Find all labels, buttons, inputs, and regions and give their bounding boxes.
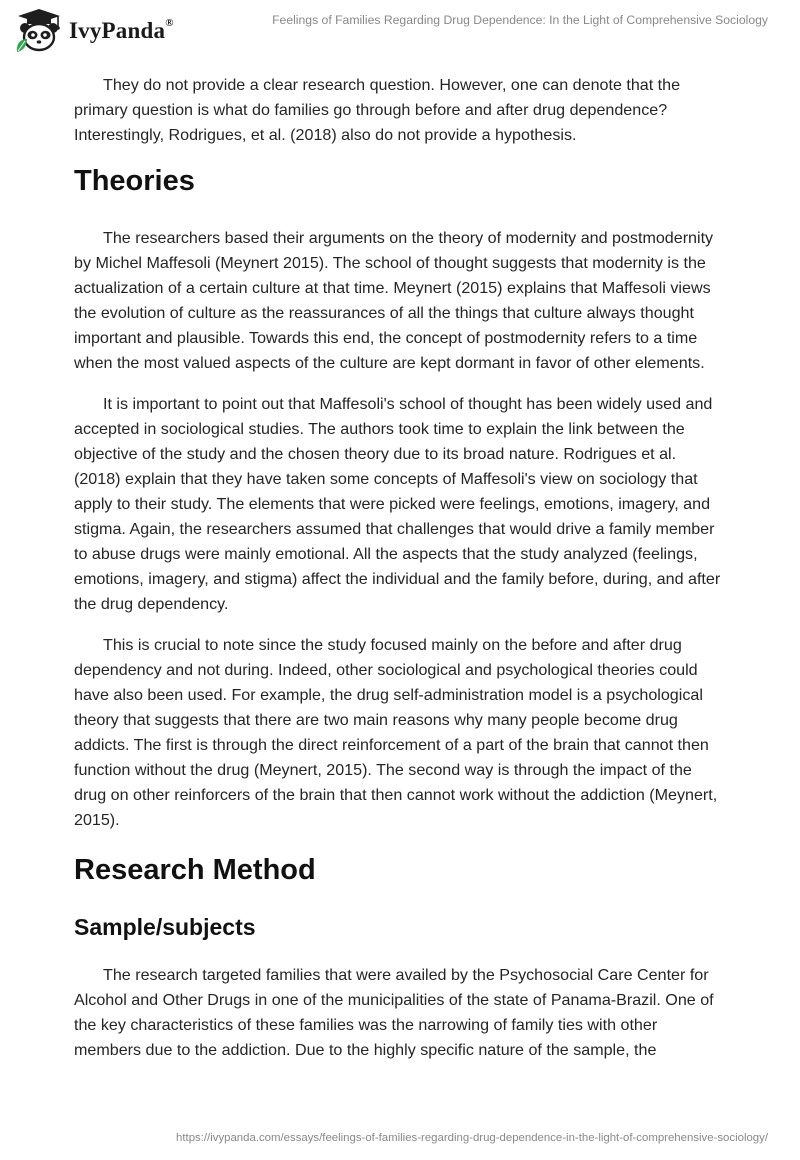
sample-subjects-heading: Sample/subjects: [74, 914, 256, 940]
registered-mark: ®: [165, 17, 174, 30]
research-method-heading: Research Method: [74, 854, 316, 886]
source-url[interactable]: https://ivypanda.com/essays/feelings-of-families-regarding-drug-dependence-in-the-light-of-comprehensive-sociology/: [176, 1132, 768, 1144]
sample-paragraph: The research targeted families that were availed by the Psychosocial Care Center for Alcohol and Other Drugs in one of the municipalities of the state of Panama-Brazil. One of the key characteristics of these families was the narrowing of family ties with other members due to the addiction. Due to the highly specific nature of the sample, the: [74, 966, 714, 1059]
theories-heading: Theories: [74, 165, 195, 197]
theories-paragraph-3: This is crucial to note since the study focused mainly on the before and after drug dependency and not during. Indeed, other sociological and psychological theories could have also been used. For example, the drug self-administration model is a psychological theory that suggests that there are two main reasons why many people become drug addicts. The first is through the direct reinforcement of a part of the brain that cannot then function without the drug (Meynert, 2015). The second way is through the impact of the drug on other reinforcers of the brain that then cannot work without the addiction (Meynert, 2015).: [74, 636, 718, 829]
brand-name: IvyPanda®: [69, 17, 174, 43]
document-title: Feelings of Families Regarding Drug Dependence: In the Light of Comprehensive Sociology: [272, 13, 768, 27]
ivypanda-logo[interactable]: [14, 8, 174, 52]
page-header: [0, 0, 800, 60]
intro-paragraph: They do not provide a clear research question. However, one can denote that the primary question is what do families go through before and after drug dependence? Interestingly, Rodrigues, et al. (2018) also do not provide a hypothesis.: [74, 76, 681, 144]
essay-content: [74, 73, 726, 1079]
theories-paragraph-1: The researchers based their arguments on the theory of modernity and postmodernity by Michel Maffesoli (Meynert 2015). The school of thought suggests that modernity is the actualization of a certain culture at that time. Meynert (2015) explains that Maffesoli views the evolution of culture as the reassurances of all the things that culture always thought important and plausible. Towards this end, the concept of postmodernity refers to a time when the most valued aspects of the culture are kept dormant in favor of other elements.: [74, 229, 714, 372]
theories-paragraph-2: It is important to point out that Maffesoli's school of thought has been widely used and accepted in sociological studies. The authors took time to explain the link between the objective of the study and the chosen theory due to its broad nature. Rodrigues et al. (2018) explain that they have taken some concepts of Maffesoli's view on sociology that apply to their study. The elements that were picked were feelings, emotions, imagery, and stigma. Again, the researchers assumed that challenges that would drive a family member to abuse drugs were mainly emotional. All the aspects that the study analyzed (feelings, emotions, imagery, and stigma) affect the individual and the family before, during, and after the drug dependency.: [74, 395, 721, 613]
panda-graduate-icon: [14, 8, 64, 52]
